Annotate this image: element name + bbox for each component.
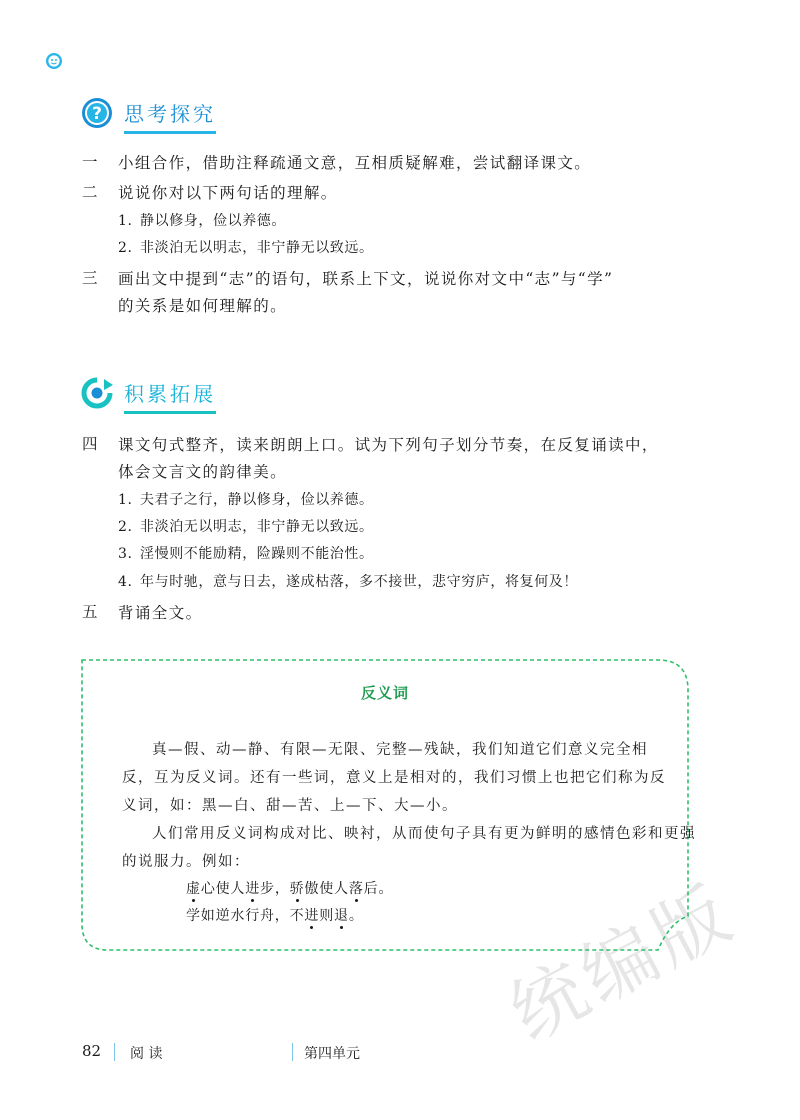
example-text: 傲使人 [304,881,349,897]
box-paragraph-line: 义词，如：黑—白、甜—苦、上—下、大—小。 [122,798,458,814]
sub-item-text: 非淡泊无以明志，非宁静无以致远。 [140,519,374,535]
sub-item [118,489,374,509]
sub-item [118,543,374,563]
page-number: 82 [82,1042,102,1060]
section-title-think: 思考探究 [124,98,216,134]
footer-divider [114,1043,115,1061]
question-number: 三 [82,269,98,287]
example-text: 则 [319,908,335,924]
sub-item-number: 1. [118,492,133,508]
box-paragraph-line: 真—假、动—静、有限—无限、完整—残缺，我们知道它们意义完全相 [152,742,648,758]
sub-item-number: 4. [118,574,133,590]
question-text: 课文句式整齐，读来朗朗上口。试为下列句子划分节奏，在反复诵读中， [118,436,659,454]
sub-item [118,516,374,536]
emphasized-char: 进 [304,908,320,924]
sub-item-number: 2. [118,519,133,535]
question-text: 背诵全文。 [118,604,203,622]
svg-text:?: ? [92,104,102,124]
box-paragraph-line: 人们常用反义词构成对比、映衬，从而使句子具有更为鲜明的感情色彩和更强 [152,826,696,842]
refresh-arrow-icon [80,376,114,410]
footer-unit: 第四单元 [304,1046,360,1062]
question-text-continued: 体会文言文的韵律美。 [118,463,288,481]
sub-item-text: 夫君子之行，静以修身，俭以养德。 [140,492,374,508]
sub-item-number: 2. [118,240,133,256]
emphasized-char: 退 [334,908,349,924]
question-text: 说说你对以下两句话的理解。 [118,184,338,202]
sub-item-number: 3. [118,546,133,562]
sub-item [118,571,578,591]
emphasized-char: 进 [245,881,261,897]
question-mark-icon [80,96,114,130]
example-text: 。 [348,908,364,924]
emphasized-char: 落 [348,881,364,897]
info-box-title: 反义词 [360,684,409,702]
footer-divider [292,1043,293,1061]
question-number: 四 [82,435,98,453]
sub-item-text: 淫慢则不能励精，险躁则不能治性。 [140,546,374,562]
section-title-extend: 积累拓展 [124,378,216,414]
footer-section: 阅 读 [130,1046,163,1062]
watermark: 统编版 [496,868,749,1058]
question-number: 五 [82,603,98,621]
emphasized-char: 骄 [289,881,305,897]
emphasized-char: 虚 [186,881,201,897]
example-sentence [186,878,393,898]
example-text: 心使人 [200,881,246,897]
sub-item [118,210,286,230]
smiley-icon [45,52,63,70]
example-text: 步， [260,881,290,897]
example-text: 学如逆水行舟，不 [186,908,305,924]
sub-item-text: 非淡泊无以明志，非宁静无以致远。 [140,240,374,256]
sub-item [118,237,374,257]
box-paragraph-line: 的说服力。例如： [122,854,250,870]
example-sentence [186,905,364,925]
question-text-continued: 的关系是如何理解的。 [118,297,288,315]
question-text: 小组合作，借助注释疏通文意，互相质疑解难，尝试翻译课文。 [118,154,592,172]
question-text: 画出文中提到“志”的语句，联系上下文，说说你对文中“志”与“学” [118,270,614,288]
question-number: 二 [82,183,98,201]
sub-item-text: 静以修身，俭以养德。 [140,213,286,229]
sub-item-text: 年与时驰，意与日去，遂成枯落，多不接世，悲守穷庐，将复何及！ [140,574,578,590]
sub-item-number: 1. [118,213,133,229]
question-number: 一 [82,153,98,171]
example-text: 后。 [363,881,394,897]
box-paragraph-line: 反，互为反义词。还有一些词，意义上是相对的，我们习惯上也把它们称为反 [122,770,666,786]
